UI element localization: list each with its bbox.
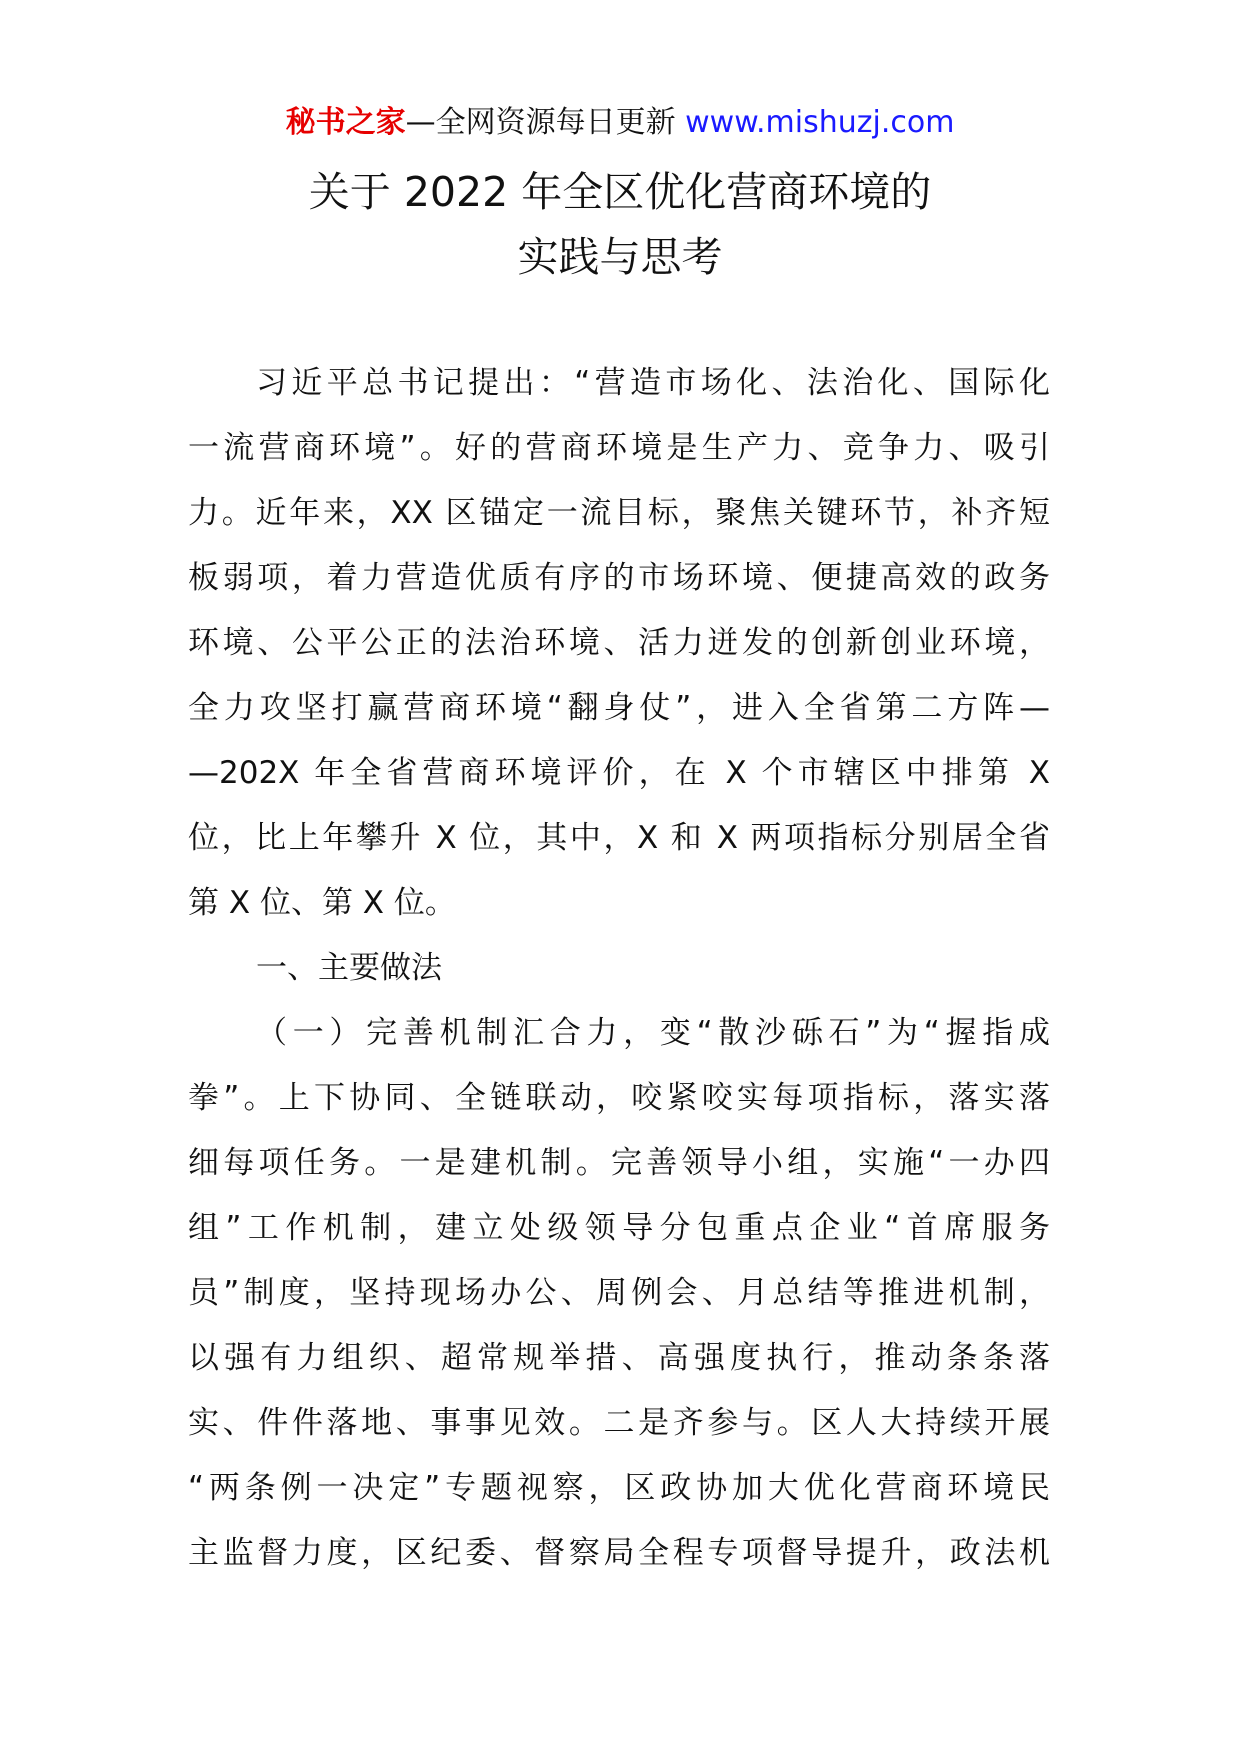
body-text-line: 一、主要做法 [256, 950, 442, 986]
banner-brand: 秘书之家 [285, 105, 406, 140]
banner-tagline: —全网资源每日更新 [405, 105, 676, 140]
document-title-line-1: 关于 2022 年全区优化营商环境的 [308, 168, 932, 216]
body-text-line: 全力攻坚打赢营商环境“翻身仗”，进入全省第二方阵— [188, 690, 1050, 726]
body-text-line: 板弱项，着力营造优质有序的市场环境、便捷高效的政务 [188, 560, 1050, 596]
body-text-line: 力。近年来，XX 区锚定一流目标，聚焦关键环节，补齐短 [188, 495, 1050, 531]
body-text-line: 员”制度，坚持现场办公、周例会、月总结等推进机制， [188, 1275, 1050, 1311]
body-text-line: 环境、公平公正的法治环境、活力迸发的创新创业环境， [188, 625, 1050, 661]
site-banner [0, 103, 1240, 143]
document-title-line-2: 实践与思考 [517, 233, 723, 281]
body-text-line: 细每项任务。一是建机制。完善领导小组，实施“一办四 [188, 1145, 1050, 1181]
body-text-line: 习近平总书记提出：“营造市场化、法治化、国际化 [256, 365, 1050, 401]
body-text-line: （一）完善机制汇合力，变“散沙砾石”为“握指成 [256, 1015, 1050, 1051]
document-body [188, 351, 1050, 1586]
body-text-line: 主监督力度，区纪委、督察局全程专项督导提升，政法机 [188, 1535, 1050, 1571]
body-text-line: 第 X 位、第 X 位。 [188, 885, 456, 921]
body-text-line: 以强有力组织、超常规举措、高强度执行，推动条条落 [188, 1340, 1050, 1376]
banner-url-link[interactable]: www.mishuzj.com [685, 105, 955, 140]
body-text-line: 实、件件落地、事事见效。二是齐参与。区人大持续开展 [188, 1405, 1050, 1441]
body-text-line: “两条例一决定”专题视察，区政协加大优化营商环境民 [188, 1470, 1050, 1506]
body-text-line: 拳”。上下协同、全链联动，咬紧咬实每项指标，落实落 [188, 1080, 1050, 1116]
body-text-line: —202X 年全省营商环境评价，在 X 个市辖区中排第 X [188, 755, 1050, 791]
body-text-line: 一流营商环境”。好的营商环境是生产力、竞争力、吸引 [188, 430, 1050, 466]
body-text-line: 组”工作机制，建立处级领导分包重点企业“首席服务 [188, 1210, 1050, 1246]
body-text-line: 位，比上年攀升 X 位，其中，X 和 X 两项指标分别居全省 [188, 820, 1050, 856]
